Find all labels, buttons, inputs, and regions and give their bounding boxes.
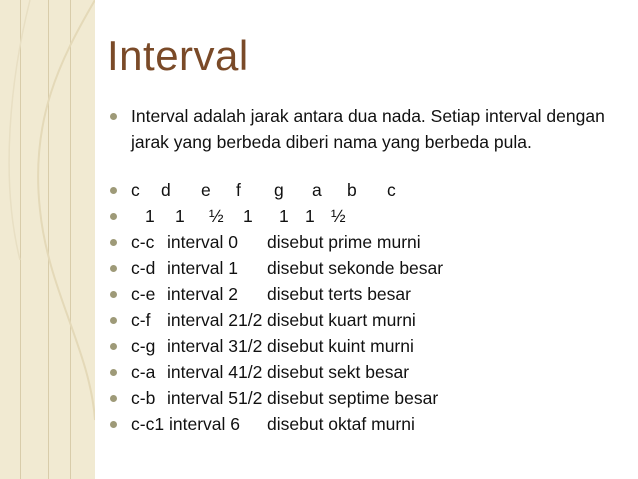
interval-list-item xyxy=(110,281,625,307)
steps-list-item xyxy=(110,203,625,229)
interval-description: disebut kuint murni xyxy=(267,336,414,356)
interval-list-item xyxy=(110,307,625,333)
interval-description: disebut oktaf murni xyxy=(267,414,415,434)
interval-value: interval 51/2 xyxy=(167,388,263,408)
step-value: ½ xyxy=(331,206,346,226)
intro-paragraph: Interval adalah jarak antara dua nada. Setiap interval dengan jarak yang berbeda diberi nama yang berbeda pula. xyxy=(131,106,605,152)
step-value: 1 xyxy=(279,206,289,226)
step-value: ½ xyxy=(209,206,224,226)
interval-description: disebut kuart murni xyxy=(267,310,416,330)
interval-list-item xyxy=(110,359,625,385)
note-label: a xyxy=(312,180,322,200)
step-value: 1 xyxy=(145,206,155,226)
interval-value: interval 1 xyxy=(167,258,239,278)
note-label: e xyxy=(201,180,211,200)
interval-description: disebut sekt besar xyxy=(267,362,410,382)
interval-description: disebut sekonde besar xyxy=(267,258,444,278)
bullet-icon xyxy=(110,187,117,194)
note-label: d xyxy=(161,180,171,200)
interval-pair: c-d xyxy=(131,258,156,278)
interval-pair: c-c xyxy=(131,232,155,252)
bullet-icon xyxy=(110,421,117,428)
interval-value: interval 0 xyxy=(167,232,239,252)
note-label: c xyxy=(387,180,396,200)
bullet-icon xyxy=(110,213,117,220)
interval-pair: c-b xyxy=(131,388,156,408)
interval-list-item xyxy=(110,411,625,437)
intro-list-item xyxy=(110,103,625,155)
interval-pair: c-f xyxy=(131,310,151,330)
note-label: g xyxy=(274,180,284,200)
interval-description: disebut terts besar xyxy=(267,284,411,304)
bullet-icon xyxy=(110,395,117,402)
interval-pair: c-a xyxy=(131,362,156,382)
interval-pair: c-g xyxy=(131,336,156,356)
interval-list-item xyxy=(110,255,625,281)
interval-pair: c-e xyxy=(131,284,156,304)
interval-value: interval 2 xyxy=(167,284,239,304)
interval-description: disebut prime murni xyxy=(267,232,421,252)
interval-value: interval 21/2 xyxy=(167,310,263,330)
step-value: 1 xyxy=(175,206,185,226)
interval-description: disebut septime besar xyxy=(267,388,439,408)
bullet-icon xyxy=(110,265,117,272)
interval-value: interval 31/2 xyxy=(167,336,263,356)
note-label: c xyxy=(131,180,140,200)
interval-list xyxy=(110,229,625,437)
slide-title: Interval xyxy=(107,32,249,79)
bullet-icon xyxy=(110,291,117,298)
decorative-swoosh xyxy=(0,0,95,479)
bullet-icon xyxy=(110,317,117,324)
note-label: f xyxy=(236,180,241,200)
interval-list-item xyxy=(110,385,625,411)
bullet-icon xyxy=(110,113,117,120)
bullet-icon xyxy=(110,239,117,246)
step-value: 1 xyxy=(243,206,253,226)
notes-list-item xyxy=(110,177,625,203)
interval-value: interval 6 xyxy=(169,414,241,434)
note-label: b xyxy=(347,180,357,200)
step-value: 1 xyxy=(305,206,315,226)
bullet-icon xyxy=(110,369,117,376)
interval-value: interval 41/2 xyxy=(167,362,263,382)
bullet-icon xyxy=(110,343,117,350)
interval-list-item xyxy=(110,229,625,255)
interval-pair: c-c1 xyxy=(131,414,165,434)
interval-list-item xyxy=(110,333,625,359)
slide-content xyxy=(110,103,625,437)
